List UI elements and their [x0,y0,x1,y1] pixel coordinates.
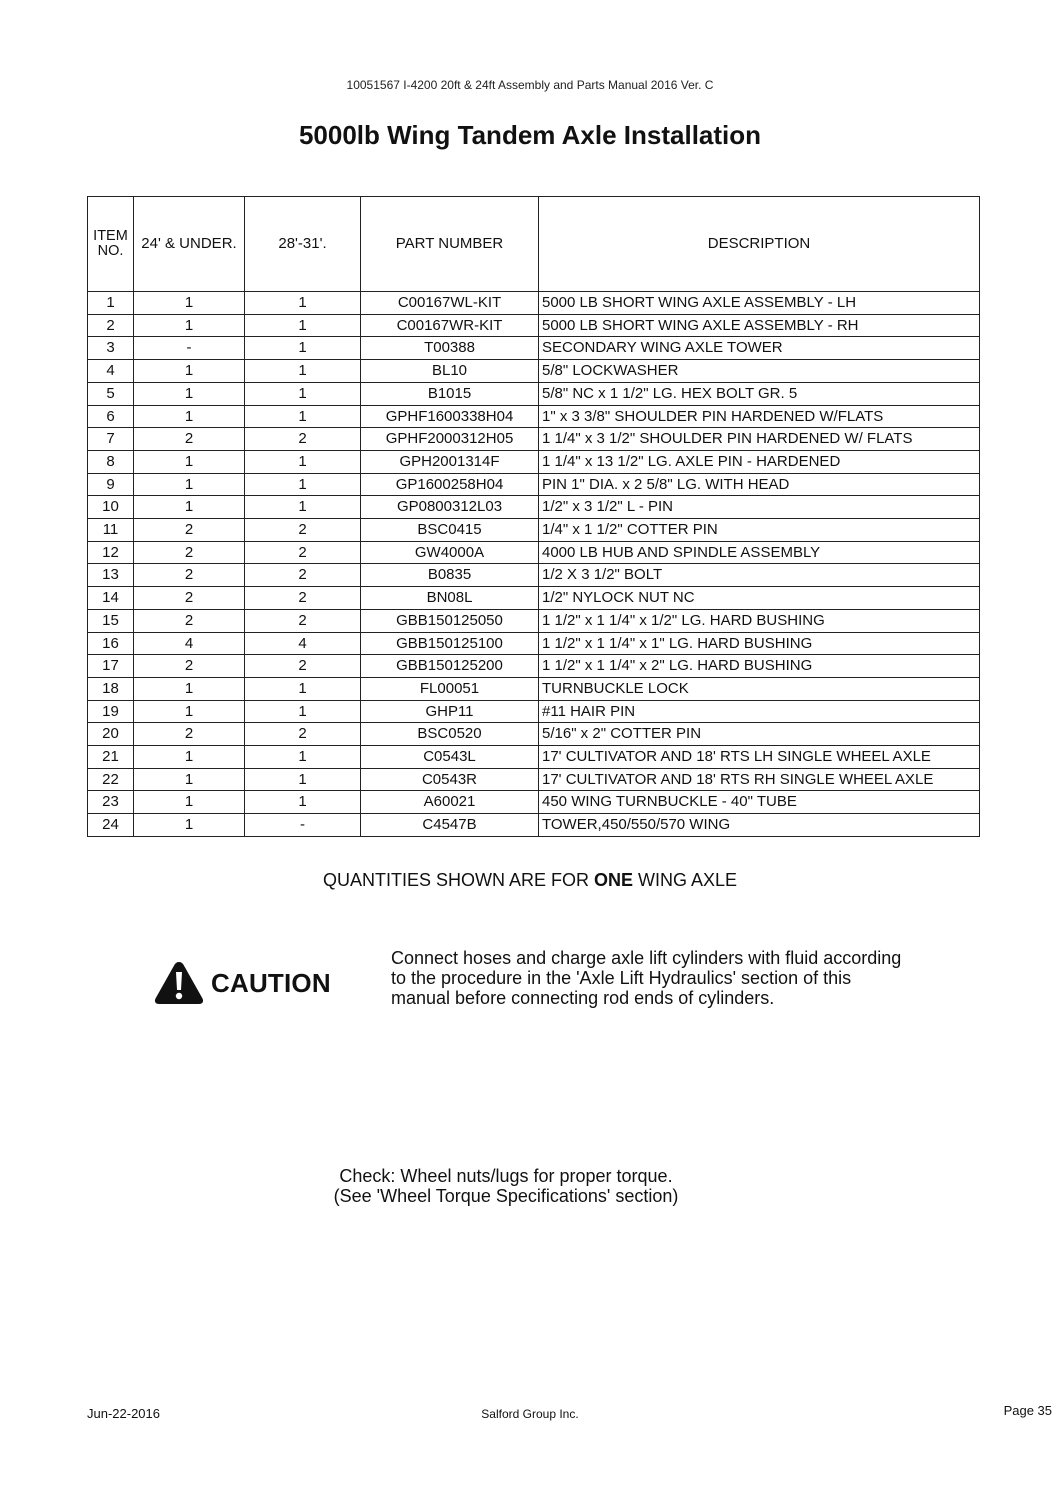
cell-qty-28-31: 1 [245,382,361,405]
cell-qty-24-under: 1 [134,700,245,723]
cell-item-no: 7 [88,428,134,451]
parts-table-body [88,292,980,837]
cell-description: 4000 LB HUB AND SPINDLE ASSEMBLY [539,541,980,564]
cell-part-number: GBB150125100 [361,632,539,655]
cell-qty-28-31: 1 [245,677,361,700]
cell-description: 1 1/4" x 13 1/2" LG. AXLE PIN - HARDENED [539,450,980,473]
cell-description: SECONDARY WING AXLE TOWER [539,337,980,360]
cell-qty-28-31: 4 [245,632,361,655]
cell-qty-24-under: 1 [134,677,245,700]
footer-company: Salford Group Inc. [481,1407,579,1421]
caution-line-1: Connect hoses and charge axle lift cylinders with fluid according [391,948,902,968]
cell-item-no: 2 [88,314,134,337]
quantities-note-after: WING AXLE [633,870,738,890]
cell-part-number: C0543R [361,768,539,791]
cell-item-no: 10 [88,496,134,519]
table-row [88,473,980,496]
caution-message [391,948,991,1008]
cell-description: 5/16" x 2" COTTER PIN [539,723,980,746]
cell-part-number: BL10 [361,360,539,383]
cell-part-number: GBB150125200 [361,655,539,678]
cell-qty-24-under: 1 [134,814,245,837]
table-row [88,746,980,769]
cell-item-no: 21 [88,746,134,769]
cell-qty-24-under: 1 [134,314,245,337]
caution-line-3: manual before connecting rod ends of cylinders. [391,988,775,1008]
quantities-note-before: QUANTITIES SHOWN ARE FOR [322,870,594,890]
cell-item-no: 8 [88,450,134,473]
cell-part-number: B1015 [361,382,539,405]
cell-description: 1/2" NYLOCK NUT NC [539,587,980,610]
check-note [0,1166,1012,1206]
cell-item-no: 3 [88,337,134,360]
cell-qty-24-under: 2 [134,519,245,542]
cell-qty-24-under: 1 [134,382,245,405]
header-item-no-line2: NO. [97,243,124,259]
table-row [88,609,980,632]
document-reference: 10051567 I-4200 20ft & 24ft Assembly and Parts Manual 2016 Ver. C [346,78,714,92]
cell-item-no: 19 [88,700,134,723]
header-item-no-line1: ITEM [93,228,128,244]
table-row [88,519,980,542]
quantities-note-emphasis: ONE [593,870,633,890]
parts-table [87,196,980,837]
cell-description: 5000 LB SHORT WING AXLE ASSEMBLY - RH [539,314,980,337]
cell-description: 5000 LB SHORT WING AXLE ASSEMBLY - LH [539,292,980,315]
header-qty-28-31: 28'-31'. [245,197,361,292]
cell-part-number: GW4000A [361,541,539,564]
cell-qty-28-31: 2 [245,723,361,746]
cell-qty-28-31: 2 [245,428,361,451]
cell-item-no: 18 [88,677,134,700]
table-header-row [88,197,980,292]
cell-description: #11 HAIR PIN [539,700,980,723]
header-qty-24-under: 24' & UNDER. [134,197,245,292]
table-row [88,587,980,610]
table-row [88,723,980,746]
cell-description: 17' CULTIVATOR AND 18' RTS LH SINGLE WHEEL AXLE [539,746,980,769]
header-part-number: PART NUMBER [361,197,539,292]
cell-part-number: B0835 [361,564,539,587]
cell-part-number: GP1600258H04 [361,473,539,496]
cell-qty-28-31: 2 [245,519,361,542]
cell-qty-24-under: - [134,337,245,360]
cell-description: 1" x 3 3/8" SHOULDER PIN HARDENED W/FLATS [539,405,980,428]
table-row [88,450,980,473]
table-row [88,314,980,337]
cell-description: 1/2" x 3 1/2" L - PIN [539,496,980,519]
table-row [88,677,980,700]
cell-item-no: 12 [88,541,134,564]
cell-qty-24-under: 2 [134,587,245,610]
table-row [88,791,980,814]
header-item-no [88,197,134,292]
cell-qty-24-under: 2 [134,609,245,632]
cell-item-no: 6 [88,405,134,428]
cell-item-no: 24 [88,814,134,837]
caution-badge [153,960,331,1006]
cell-item-no: 4 [88,360,134,383]
cell-part-number: BSC0415 [361,519,539,542]
cell-qty-28-31: 1 [245,337,361,360]
cell-qty-28-31: 1 [245,405,361,428]
cell-qty-24-under: 2 [134,428,245,451]
cell-description: 1 1/2" x 1 1/4" x 1/2" LG. HARD BUSHING [539,609,980,632]
cell-qty-24-under: 2 [134,541,245,564]
cell-qty-24-under: 2 [134,564,245,587]
cell-part-number: GHP11 [361,700,539,723]
cell-item-no: 9 [88,473,134,496]
cell-qty-28-31: 1 [245,768,361,791]
cell-qty-24-under: 2 [134,655,245,678]
cell-item-no: 11 [88,519,134,542]
table-row [88,768,980,791]
cell-qty-24-under: 1 [134,791,245,814]
table-row [88,405,980,428]
cell-item-no: 14 [88,587,134,610]
cell-qty-24-under: 1 [134,768,245,791]
cell-description: 450 WING TURNBUCKLE - 40" TUBE [539,791,980,814]
cell-item-no: 15 [88,609,134,632]
cell-part-number: C00167WR-KIT [361,314,539,337]
cell-item-no: 5 [88,382,134,405]
cell-part-number: BN08L [361,587,539,610]
check-line-2: (See 'Wheel Torque Specifications' section) [333,1186,679,1206]
cell-item-no: 13 [88,564,134,587]
caution-line-2: to the procedure in the 'Axle Lift Hydraulics' section of this [391,968,852,988]
cell-qty-24-under: 1 [134,360,245,383]
cell-qty-28-31: - [245,814,361,837]
table-row [88,564,980,587]
cell-part-number: GPH2001314F [361,450,539,473]
cell-qty-24-under: 1 [134,496,245,519]
cell-description: 1 1/2" x 1 1/4" x 2" LG. HARD BUSHING [539,655,980,678]
cell-qty-24-under: 1 [134,405,245,428]
cell-description: TURNBUCKLE LOCK [539,677,980,700]
cell-description: 5/8" LOCKWASHER [539,360,980,383]
cell-qty-28-31: 1 [245,450,361,473]
cell-part-number: C00167WL-KIT [361,292,539,315]
cell-qty-28-31: 2 [245,609,361,632]
cell-part-number: BSC0520 [361,723,539,746]
cell-part-number: GPHF1600338H04 [361,405,539,428]
cell-description: 1 1/4" x 3 1/2" SHOULDER PIN HARDENED W/ FLATS [539,428,980,451]
cell-qty-24-under: 1 [134,746,245,769]
table-row [88,632,980,655]
table-row [88,496,980,519]
cell-part-number: C4547B [361,814,539,837]
header-description: DESCRIPTION [539,197,980,292]
cell-item-no: 20 [88,723,134,746]
table-row [88,382,980,405]
cell-qty-24-under: 1 [134,450,245,473]
cell-qty-28-31: 2 [245,541,361,564]
cell-item-no: 22 [88,768,134,791]
cell-qty-24-under: 1 [134,292,245,315]
cell-item-no: 23 [88,791,134,814]
cell-item-no: 1 [88,292,134,315]
cell-qty-24-under: 4 [134,632,245,655]
cell-description: TOWER,450/550/570 WING [539,814,980,837]
cell-item-no: 17 [88,655,134,678]
cell-qty-28-31: 1 [245,473,361,496]
cell-qty-28-31: 1 [245,314,361,337]
cell-qty-28-31: 1 [245,700,361,723]
table-row [88,428,980,451]
cell-description: 5/8" NC x 1 1/2" LG. HEX BOLT GR. 5 [539,382,980,405]
cell-qty-28-31: 1 [245,292,361,315]
footer-date: Jun-22-2016 [87,1406,160,1421]
cell-description: PIN 1" DIA. x 2 5/8" LG. WITH HEAD [539,473,980,496]
cell-qty-28-31: 2 [245,655,361,678]
cell-part-number: T00388 [361,337,539,360]
page-title: 5000lb Wing Tandem Axle Installation [298,120,762,150]
footer-page-number: Page 35 [1003,1403,1052,1418]
table-row [88,292,980,315]
warning-exclamation-icon [153,960,205,1006]
cell-part-number: FL00051 [361,677,539,700]
quantities-note [0,870,1060,891]
cell-qty-24-under: 2 [134,723,245,746]
cell-description: 17' CULTIVATOR AND 18' RTS RH SINGLE WHEEL AXLE [539,768,980,791]
cell-part-number: GPHF2000312H05 [361,428,539,451]
caution-label: CAUTION [211,967,331,998]
cell-qty-28-31: 2 [245,564,361,587]
table-row [88,360,980,383]
cell-part-number: GP0800312L03 [361,496,539,519]
cell-description: 1/4" x 1 1/2" COTTER PIN [539,519,980,542]
cell-description: 1/2 X 3 1/2" BOLT [539,564,980,587]
cell-qty-28-31: 2 [245,587,361,610]
cell-qty-24-under: 1 [134,473,245,496]
cell-qty-28-31: 1 [245,360,361,383]
cell-qty-28-31: 1 [245,746,361,769]
table-row [88,814,980,837]
table-row [88,700,980,723]
cell-qty-28-31: 1 [245,791,361,814]
table-row [88,337,980,360]
cell-part-number: C0543L [361,746,539,769]
cell-part-number: A60021 [361,791,539,814]
table-row [88,655,980,678]
check-line-1: Check: Wheel nuts/lugs for proper torque. [339,1166,673,1186]
cell-qty-28-31: 1 [245,496,361,519]
cell-description: 1 1/2" x 1 1/4" x 1" LG. HARD BUSHING [539,632,980,655]
cell-part-number: GBB150125050 [361,609,539,632]
table-row [88,541,980,564]
cell-item-no: 16 [88,632,134,655]
